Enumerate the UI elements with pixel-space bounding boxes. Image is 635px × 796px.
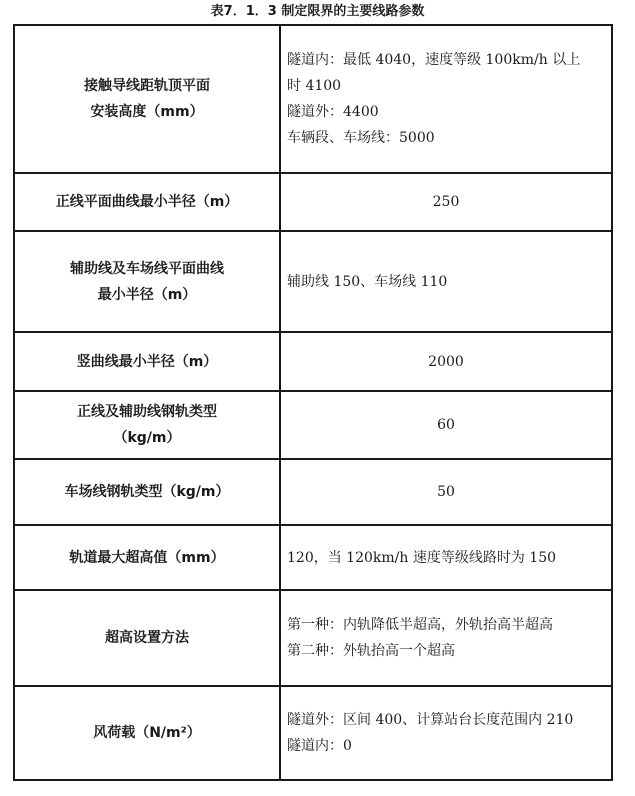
table-row [14,459,612,525]
row-value [280,590,612,686]
label-line: 超高设置方法 [105,630,189,646]
label-line: 轨道最大超高值（mm） [69,549,225,566]
row-label [14,332,280,391]
label-line: （kg/m） [113,430,181,446]
value-line: 第一种：内轨降低半超高，外轨抬高半超高 [287,617,553,633]
label-line: 正线及辅助线钢轨类型 [77,404,217,420]
value-line: 辅助线 150、车场线 110 [287,273,448,290]
row-value [280,686,612,780]
table-row [14,332,612,391]
label-line: 辅助线及车场线平面曲线 [70,260,224,277]
row-value [280,332,612,391]
value-line: 120，当 120km/h 速度等级线路时为 150 [287,549,557,566]
parameter-table [13,24,613,781]
row-label [14,686,280,780]
value-line: 隧道外：4400 [287,104,379,120]
label-line: 车场线钢轨类型（kg/m） [64,484,230,500]
table-caption: 表7．1．3 制定限界的主要线路参数 [210,4,425,19]
label-line: 安装高度（mm） [90,104,204,120]
value-line: 60 [437,417,455,433]
row-value [280,173,612,231]
row-label [14,459,280,525]
value-line: 2000 [428,353,464,370]
row-label [14,525,280,590]
value-line: 50 [437,484,455,500]
value-line: 250 [432,194,460,210]
value-line: 第二种：外轨抬高一个超高 [287,643,455,659]
table-row [14,231,612,332]
row-value [280,25,612,173]
table-row [14,525,612,590]
table-row [14,173,612,231]
row-label [14,391,280,459]
row-label [14,25,280,173]
table-row [14,25,612,173]
row-label [14,590,280,686]
table-row [14,590,612,686]
table-row [14,686,612,780]
value-line: 隧道内：最低 4040，速度等级 100km/h 以上 [287,52,581,68]
value-line: 时 4100 [287,78,342,94]
row-value [280,459,612,525]
row-label [14,173,280,231]
row-value [280,231,612,332]
row-value [280,391,612,459]
table-row [14,391,612,459]
value-line: 车辆段、车场线：5000 [287,130,435,146]
row-label [14,231,280,332]
label-line: 竖曲线最小半径（m） [76,353,218,370]
label-line: 最小半径（m） [97,286,197,303]
label-line: 风荷载（N/m²） [93,725,201,741]
value-line: 隧道外：区间 400、计算站台长度范围内 210 [287,712,574,728]
label-line: 正线平面曲线最小半径（m） [55,194,239,210]
label-line: 接触导线距轨顶平面 [84,78,210,94]
value-line: 隧道内：0 [287,738,352,754]
row-value [280,525,612,590]
